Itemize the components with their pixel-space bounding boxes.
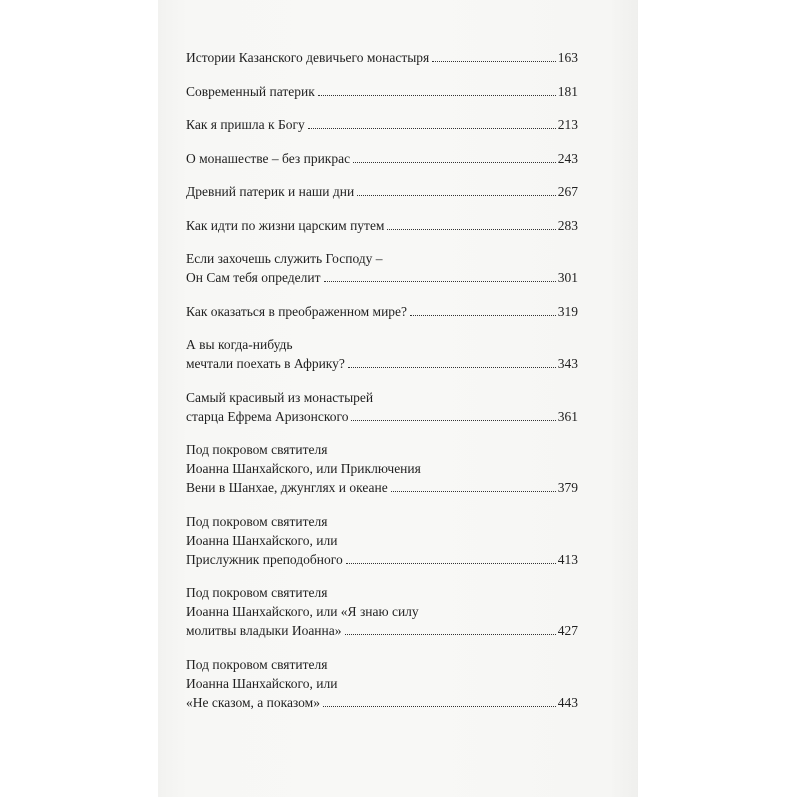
toc-page-number: 443 xyxy=(557,694,578,710)
toc-entry-line xyxy=(186,82,578,101)
toc-entry-title: О монашестве – без прикрас xyxy=(186,150,351,166)
toc-entry-title: Самый красивый из монастырей xyxy=(186,389,374,405)
toc-page-number: 427 xyxy=(557,623,578,638)
toc-entry-title: Иоанна Шанхайского, или Приключения xyxy=(186,461,421,476)
toc-entry-title: Иоанна Шанхайского, или xyxy=(186,532,338,548)
toc-entry-line xyxy=(186,621,578,640)
toc-entry xyxy=(186,440,578,497)
toc-page-number: 413 xyxy=(557,551,578,567)
toc-entry-title: мечтали поехать в Африку? xyxy=(186,356,345,371)
toc-entry-line xyxy=(186,388,578,407)
dot-leader xyxy=(357,195,556,196)
toc-entry-line xyxy=(186,182,578,201)
toc-page-number: 301 xyxy=(557,270,578,285)
toc-entry-title: Прислужник преподобного xyxy=(186,551,343,567)
dot-leader xyxy=(410,315,556,316)
toc-entry-line xyxy=(186,249,578,268)
toc-page-number: 361 xyxy=(557,408,578,424)
toc-entry xyxy=(186,302,578,321)
toc-entry xyxy=(186,583,578,640)
dot-leader xyxy=(353,162,556,163)
toc-entry xyxy=(186,655,578,712)
toc-entry-line xyxy=(186,550,578,569)
dot-leader xyxy=(324,281,556,282)
toc-entry xyxy=(186,149,578,168)
dot-leader xyxy=(345,634,556,635)
toc-entry xyxy=(186,182,578,201)
toc-entry xyxy=(186,512,578,569)
dot-leader xyxy=(348,367,556,368)
toc-entry-line xyxy=(186,48,578,67)
toc-entry-title: Он Сам тебя определит xyxy=(186,270,321,285)
toc-entry xyxy=(186,388,578,426)
toc-entry-title: Истории Казанского девичьего монастыря xyxy=(186,50,430,65)
toc-entry-title: Как оказаться в преображенном мире? xyxy=(186,303,408,319)
toc-entry-line xyxy=(186,335,578,354)
toc-entry-title: Под покровом святителя xyxy=(186,585,328,600)
toc-entry-line xyxy=(186,216,578,235)
dot-leader xyxy=(351,420,555,421)
toc-entry-title: Если захочешь служить Господу – xyxy=(186,251,383,266)
toc-entry-line xyxy=(186,354,578,373)
toc-entry-line xyxy=(186,693,578,712)
dot-leader xyxy=(391,491,556,492)
toc-entry-line xyxy=(186,115,578,134)
dot-leader xyxy=(308,128,556,129)
toc-entry-title: Древний патерик и наши дни xyxy=(186,184,355,199)
toc-entry-line xyxy=(186,583,578,602)
toc-entry-title: Под покровом святителя xyxy=(186,656,328,672)
dot-leader xyxy=(346,563,556,564)
toc-entry-line xyxy=(186,302,578,321)
toc-entry-line xyxy=(186,512,578,531)
toc-page-number: 283 xyxy=(557,217,578,233)
toc-entry-title: А вы когда-нибудь xyxy=(186,337,293,352)
toc-entry xyxy=(186,335,578,373)
toc-entry-line xyxy=(186,440,578,459)
toc-entry-line xyxy=(186,531,578,550)
toc-entry-line xyxy=(186,268,578,287)
table-of-contents xyxy=(186,48,578,726)
toc-entry-line xyxy=(186,149,578,168)
toc-entry-title: Современный патерик xyxy=(186,83,315,99)
toc-entry-line xyxy=(186,478,578,497)
toc-entry-title: старца Ефрема Аризонского xyxy=(186,408,349,424)
toc-entry-line xyxy=(186,459,578,478)
toc-entry-title: Как идти по жизни царским путем xyxy=(186,217,385,233)
toc-page-number: 319 xyxy=(557,303,578,319)
toc-entry xyxy=(186,216,578,235)
dot-leader xyxy=(387,229,555,230)
toc-entry xyxy=(186,48,578,67)
book-page xyxy=(158,0,638,797)
toc-entry-title: молитвы владыки Иоанна» xyxy=(186,623,342,638)
toc-page-number: 243 xyxy=(557,150,578,166)
toc-entry xyxy=(186,115,578,134)
toc-entry-line xyxy=(186,655,578,674)
toc-entry-title: Иоанна Шанхайского, или «Я знаю силу xyxy=(186,604,419,619)
toc-entry xyxy=(186,82,578,101)
toc-page-number: 213 xyxy=(557,117,578,132)
toc-entry-title: «Не сказом, а показом» xyxy=(186,694,320,710)
toc-page-number: 181 xyxy=(557,83,578,99)
toc-page-number: 343 xyxy=(557,356,578,371)
toc-entry-line xyxy=(186,674,578,693)
dot-leader xyxy=(432,61,555,62)
dot-leader xyxy=(323,706,556,707)
toc-page-number: 267 xyxy=(557,184,578,199)
toc-entry-title: Как я пришла к Богу xyxy=(186,117,305,132)
toc-entry-title: Под покровом святителя xyxy=(186,513,328,529)
toc-entry-title: Вени в Шанхае, джунглях и океане xyxy=(186,480,388,495)
toc-entry xyxy=(186,249,578,287)
toc-entry-line xyxy=(186,602,578,621)
toc-entry-line xyxy=(186,407,578,426)
toc-entry-title: Иоанна Шанхайского, или xyxy=(186,675,338,691)
toc-entry-title: Под покровом святителя xyxy=(186,442,328,457)
toc-page-number: 379 xyxy=(557,480,578,495)
toc-page-number: 163 xyxy=(557,50,578,65)
dot-leader xyxy=(318,95,556,96)
